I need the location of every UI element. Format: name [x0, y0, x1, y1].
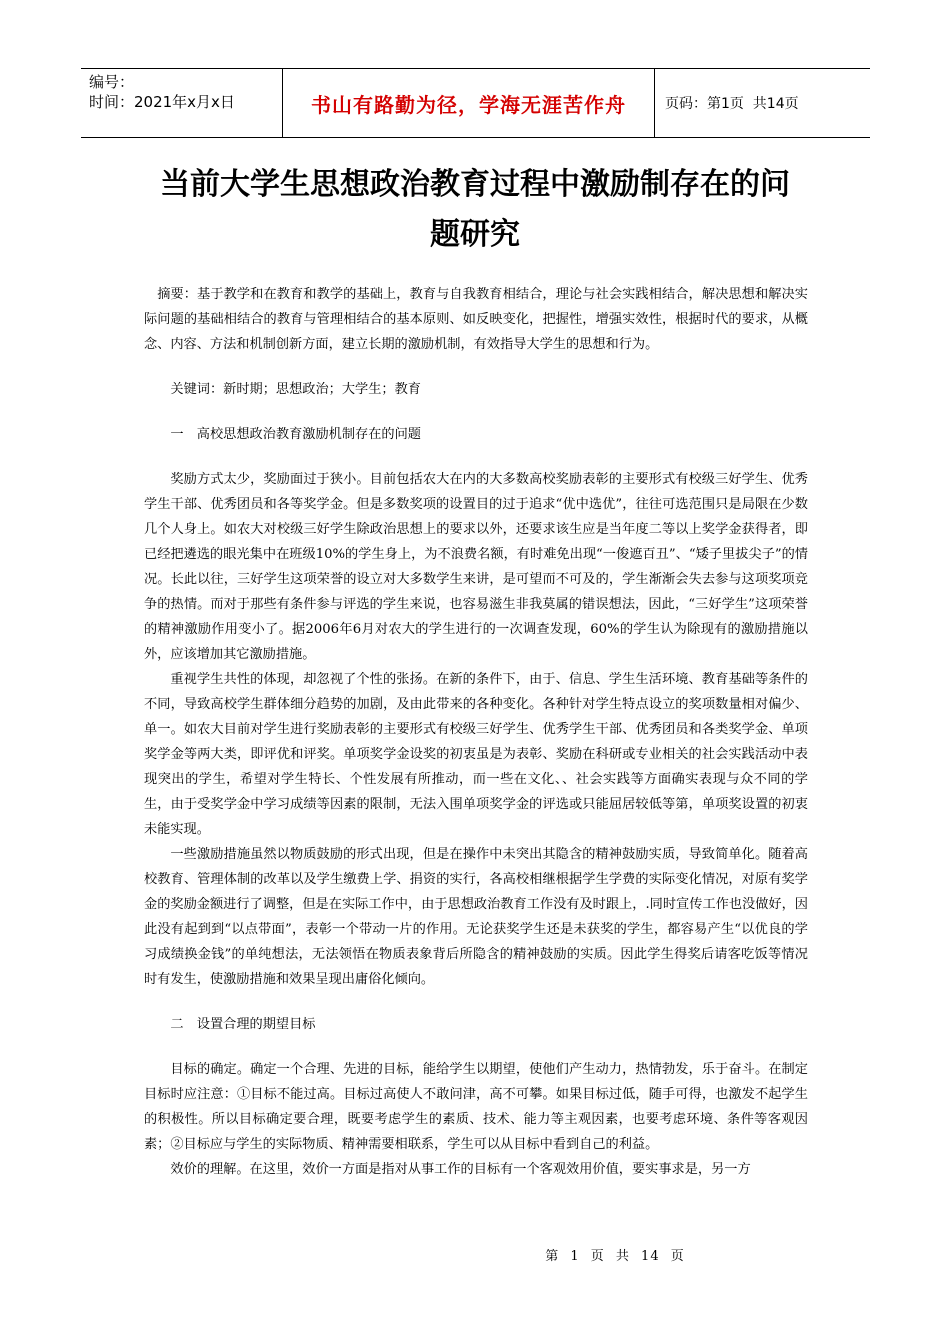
body-paragraph: 目标的确定。确定一个合理、先进的目标，能给学生以期望，使他们产生动力，热情勃发，乐于奋斗。在制定目标时应注意：①目标不能过高。目标过高使人不敢问津，高不可攀。如果目标过低，随手可得，也激发不起学生的积极性。所以目标确定要合理，既要考虑学生的素质、技术、能力等主观因素，也要考虑环境、条件等客观因素；②目标应与学生的实际物质、精神需要相联系，学生可以从目标中看到自己的利益。 — [144, 1062, 808, 1152]
document-body — [144, 282, 808, 1182]
body-paragraph: 重视学生共性的体现，却忽视了个性的张扬。在新的条件下，由于、信息、学生生活环境、教育基础等条件的不同，导致高校学生群体细分趋势的加剧，及由此带来的各种变化。各种针对学生特点设立的奖项数量相对偏少、单一。如农大目前对学生进行奖励表彰的主要形式有校级三好学生、优秀学生干部、优秀团员和各类奖学金、单项奖学金等两大类，即评优和评奖。单项奖学金设奖的初衷虽是为表彰、奖励在科研或专业相关的社会实践活动中表现突出的学生，希望对学生特长、个性发展有所推动，而一些在文化、、社会实践等方面确实表现与众不同的学生，由于受奖学金中学习成绩等因素的限制，无法入围单项奖学金的评选或只能屈居较低等第，单项奖设置的初衷未能实现。 — [144, 672, 808, 837]
page-code-cell — [655, 69, 870, 137]
document-header — [81, 68, 870, 138]
header-info-cell — [81, 69, 283, 137]
document-title — [140, 160, 810, 260]
keywords-line: 关键词：新时期；思想政治；大学生；教育 — [170, 382, 421, 397]
body-paragraph: 效价的理解。在这里，效价一方面是指对从事工作的目标有一个客观效用价值，要实事求是，另一方 — [170, 1162, 751, 1177]
title-line-1: 当前大学生思想政治教育过程中激励制存在的问 — [160, 167, 790, 202]
body-paragraph: 一些激励措施虽然以物质鼓励的形式出现，但是在操作中未突出其隐含的精神鼓励实质，导致简单化。随着高校教育、管理体制的改革以及学生缴费上学、捐资的实行，各高校相继根据学生学费的实际变化情况，对原有奖学金的奖励金额进行了调整，但是在实际工作中，由于思想政治教育工作没有及时跟上，.同时宣传工作也没做好，因此没有起到到“以点带面”，表彰一个带动一片的作用。无论获奖学生还是未获奖的学生，都容易产生“以优良的学习成绩换金钱”的单纯想法，无法领悟在物质表象背后所隐含的精神鼓励的实质。因此学生得奖后请客吃饭等情况时有发生，使激励措施和效果呈现出庸俗化倾向。 — [144, 847, 808, 987]
motto-text: 书山有路勤为径，学海无涯苦作舟 — [311, 92, 626, 117]
title-line-2: 题研究 — [430, 217, 520, 252]
page-code-text: 页码：第1页 共14页 — [665, 96, 799, 112]
body-paragraph: 奖励方式太少，奖励面过于狭小。目前包括农大在内的大多数高校奖励表彰的主要形式有校级三好学生、优秀学生干部、优秀团员和各等奖学金。但是多数奖项的设置目的过于追求“优中选优”，往往可选范围只是局限在少数几个人身上。如农大对校级三好学生除政治思想上的要求以外，还要求该生应是当年度二等以上奖学金获得者，即已经把遴选的眼光集中在班级10%的学生身上，为不浪费名额，有时难免出现“一俊遮百丑”、“矮子里拔尖子”的情况。长此以往，三好学生这项荣誉的设立对大多数学生来讲，是可望而不可及的，学生渐渐会失去参与这项奖项竞争的热情。而对于那些有条件参与评选的学生来说，也容易滋生非我莫属的错误想法，因此，“三好学生”这项荣誉的精神激励作用变小了。据2006年6月对农大的学生进行的一次调查发现，60%的学生认为除现有的激励措施以外，应该增加其它激励措施。 — [144, 472, 808, 662]
section-2-heading: 二 设置合理的期望目标 — [170, 1017, 316, 1032]
serial-number-label: 编号： — [89, 73, 135, 91]
motto-cell — [283, 69, 655, 137]
section-1-heading: 一 高校思想政治教育激励机制存在的问题 — [170, 427, 421, 442]
page-footer: 第 1 页 共 14 页 — [545, 1249, 685, 1264]
abstract-paragraph: 摘要：基于教学和在教育和教学的基础上，教育与自我教育相结合，理论与社会实践相结合，解决思想和解决实际问题的基础相结合的教育与管理相结合的基本原则、如反映变化，把握性，增强实效性，根据时代的要求，从概念、内容、方法和机制创新方面，建立长期的激励机制，有效指导大学生的思想和行为。 — [144, 287, 808, 352]
date-label: 时间：2021年x月x日 — [89, 93, 235, 111]
